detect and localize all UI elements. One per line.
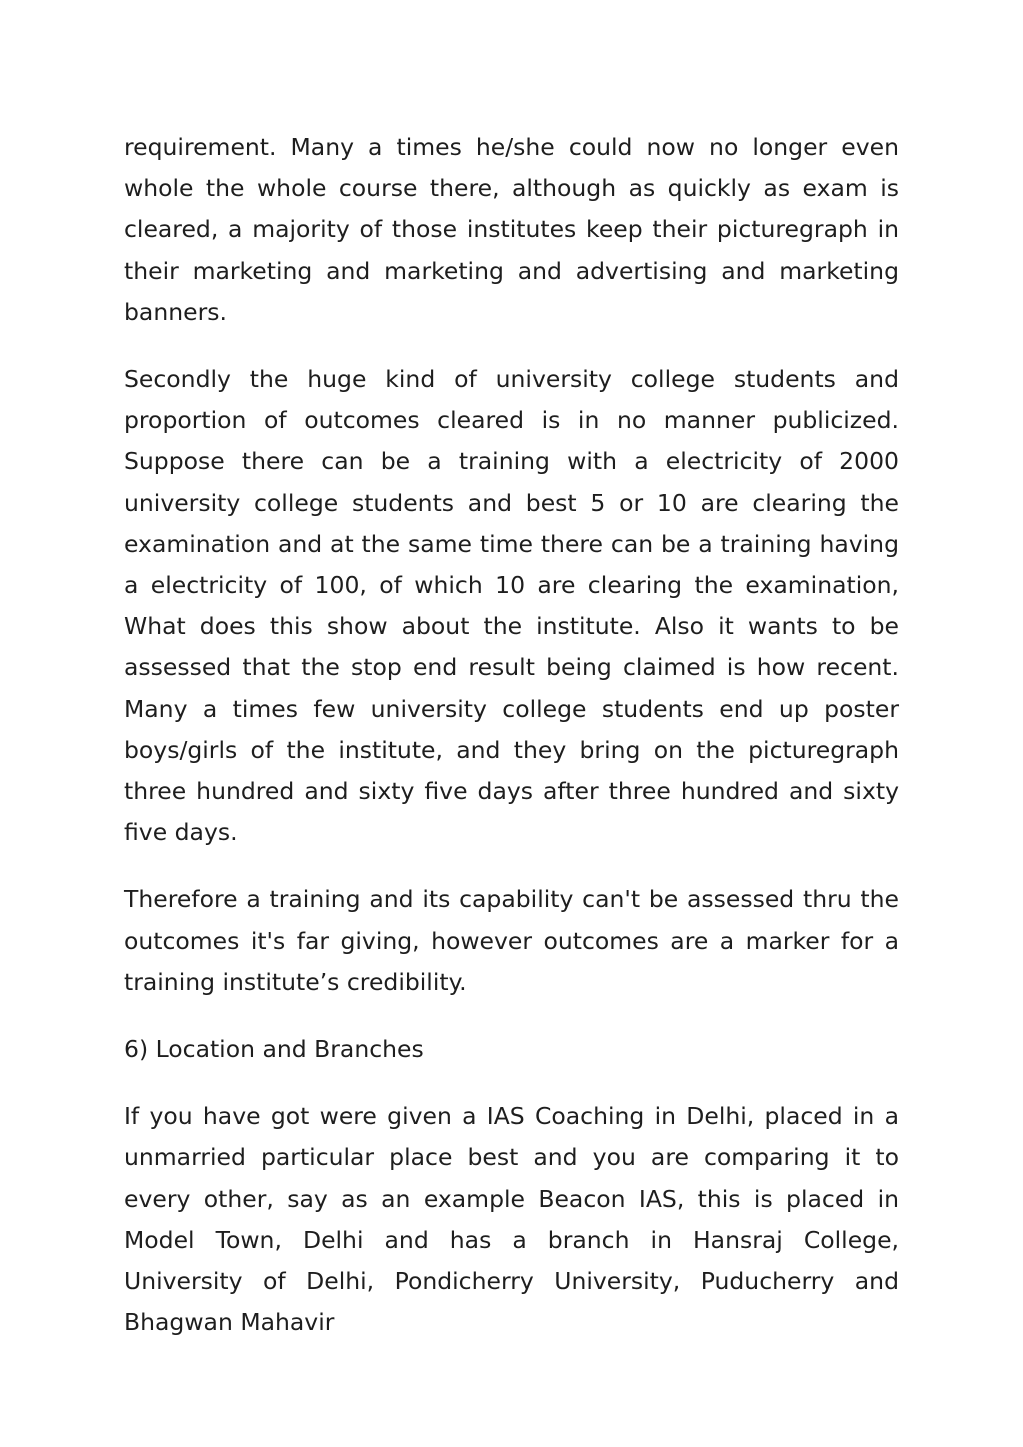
section-heading-location: 6) Location and Branches: [124, 1035, 424, 1064]
paragraph-secondly: Secondly the huge kind of university college students and proportion of outcomes cleared is in no manner publicized. Suppose there can be a training with a electricity of 2000 university college students and best 5 or 10 are clearing the examination and at the same time there can be a training having a electricity of 100, of which 10 are clearing the examination, What does this show about the institute. Also it wants to be assessed that the stop end result being claimed is how recent. Many a times few university college students end up poster boys/girls of the institute, and they bring on the picturegraph three hundred and sixty five days after three hundred and sixty five days.: [124, 365, 899, 847]
document-body: [124, 127, 899, 1369]
paragraph-location: If you have got were given a IAS Coaching in Delhi, placed in a unmarried particular place best and you are comparing it to every other, say as an example Beacon IAS, this is placed in Model Town, Delhi and has a branch in Hansraj College, University of Delhi, Pondicherry University, Puducherry and Bhagwan Mahavir: [124, 1102, 899, 1337]
paragraph-requirement: requirement. Many a times he/she could now no longer even whole the whole course there, although as quickly as exam is cleared, a majority of those institutes keep their picturegraph in their marketing and marketing and advertising and marketing banners.: [124, 133, 899, 326]
paragraph-therefore: Therefore a training and its capability can't be assessed thru the outcomes it's far giving, however outcomes are a marker for a training institute’s credibility.: [124, 885, 899, 996]
